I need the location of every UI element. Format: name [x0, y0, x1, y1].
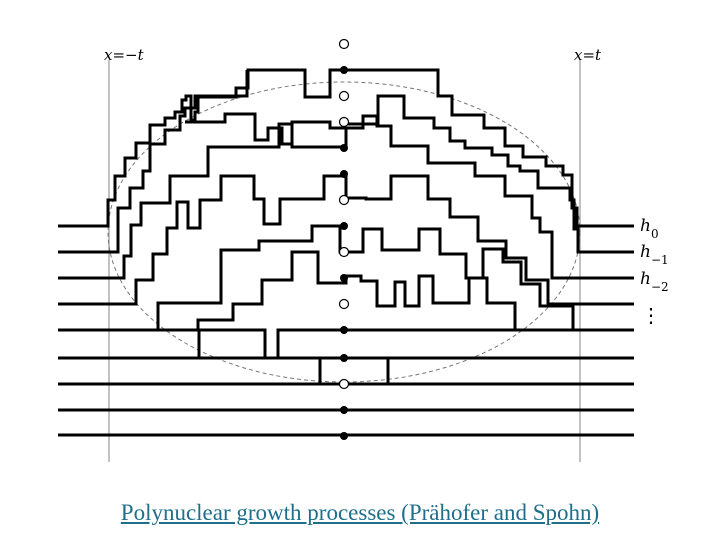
label-h0	[640, 216, 659, 241]
open-dot	[340, 196, 349, 205]
right-line-label: x=t	[574, 46, 602, 64]
profile-h-3	[58, 176, 634, 304]
filled-dot	[340, 432, 348, 440]
open-dot	[340, 92, 349, 101]
filled-dot	[340, 66, 348, 74]
label-h0-base: h	[640, 216, 651, 236]
label-ellipsis: ⋮	[641, 303, 661, 327]
filled-dot	[340, 170, 348, 178]
filled-dot	[340, 274, 348, 282]
open-dot	[340, 40, 349, 49]
filled-dot	[340, 144, 348, 152]
filled-dot	[340, 326, 348, 334]
flat-lines	[58, 358, 634, 435]
label-h-1-sub: −1	[650, 253, 669, 267]
profile-h-6	[58, 330, 634, 358]
caption-link[interactable]: Polynuclear growth processes (Prähofer and Spohn)	[120, 500, 600, 525]
label-h-2	[640, 269, 669, 294]
label-h-1-base: h	[640, 242, 651, 262]
open-dot	[340, 118, 349, 127]
filled-dot	[340, 222, 348, 230]
open-dot	[340, 248, 349, 257]
label-h-1	[640, 242, 669, 267]
left-line-label: x=−t	[104, 46, 144, 64]
profile-h-5b	[158, 252, 634, 330]
label-h0-sub: 0	[650, 227, 659, 241]
open-dot	[340, 380, 349, 389]
filled-dot	[340, 354, 348, 362]
filled-dot	[340, 406, 348, 414]
open-dot	[340, 300, 349, 309]
label-h-2-sub: −2	[650, 280, 669, 294]
label-h-2-base: h	[640, 269, 651, 289]
